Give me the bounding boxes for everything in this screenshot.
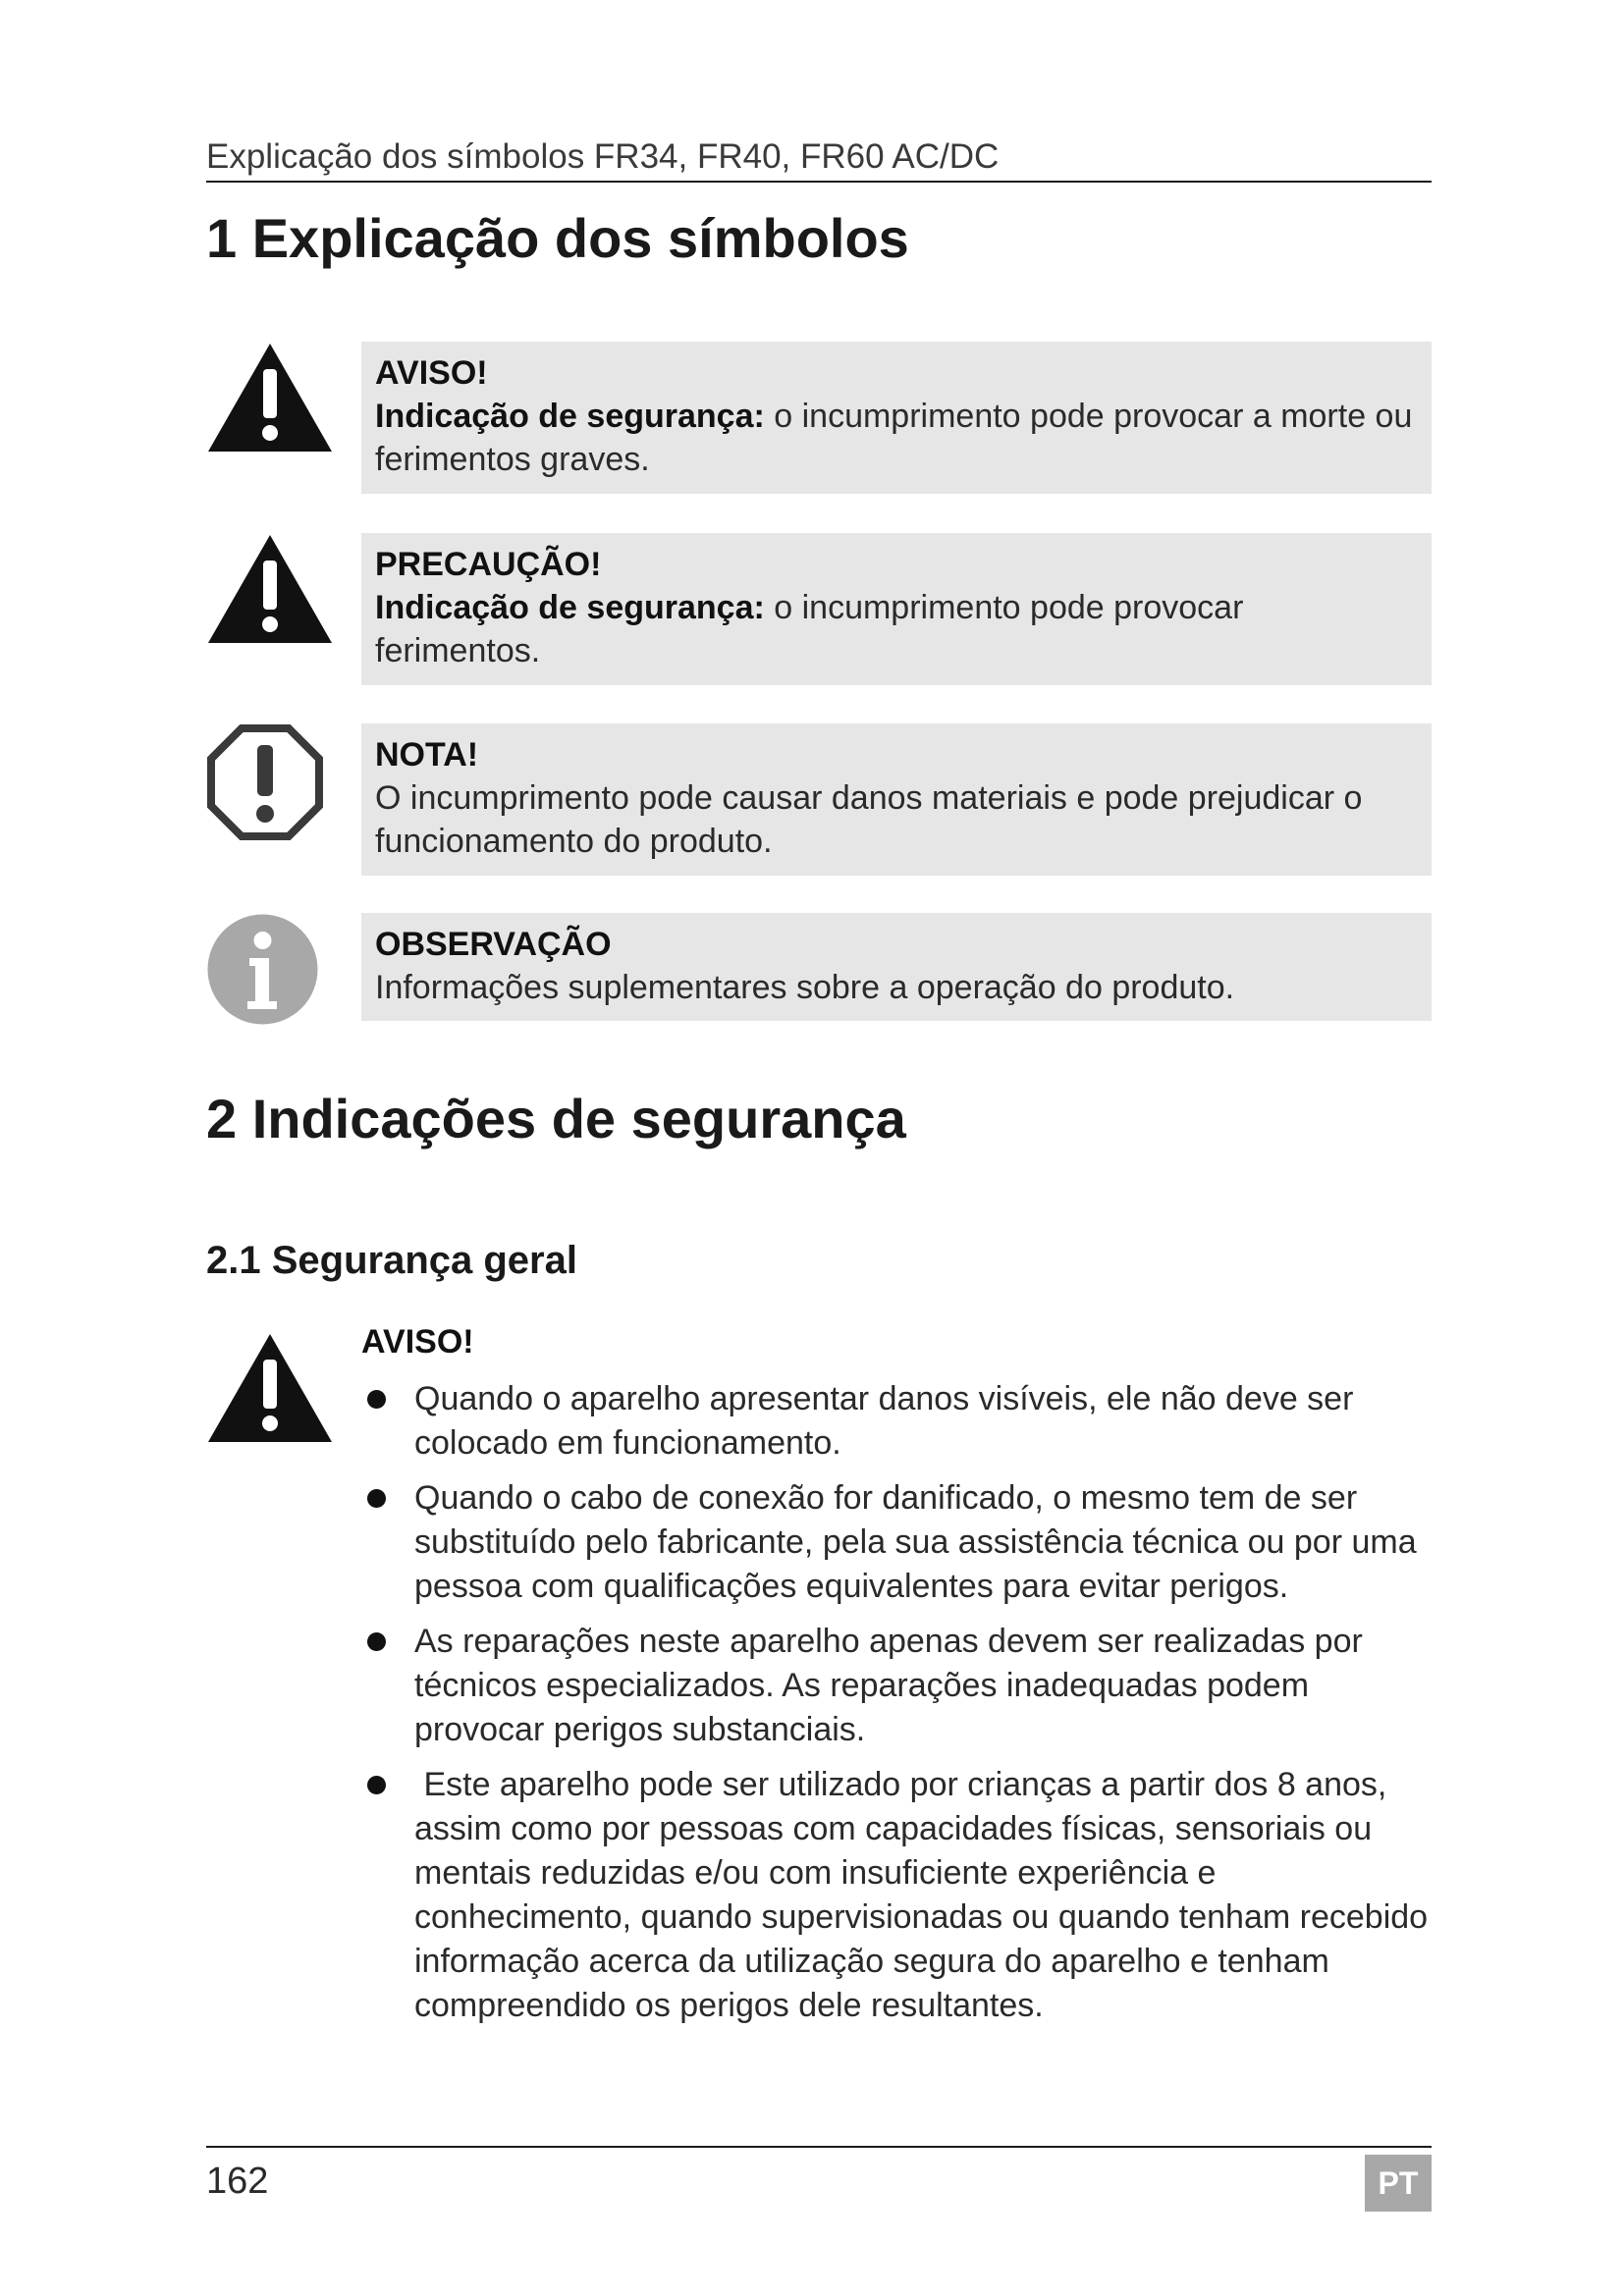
section-1-title: 1 Explicação dos símbolos [206,207,909,269]
symbol-description [375,395,1418,481]
notice-octagon-icon [206,723,324,841]
bullet-icon [367,1390,386,1409]
symbol-callout-observacao [361,913,1432,1021]
symbol-title: PRECAUÇÃO! [375,546,602,583]
list-item [361,1377,1441,1466]
list-item-text: Quando o cabo de conexão for danificado, o mesmo tem de ser substituído pelo fabricante, pela sua assistência técnica ou por uma pessoa com qualificações equivalentes para evitar perigos. [414,1479,1417,1605]
symbol-row-precaucao [206,533,1432,685]
bullet-icon [367,1632,386,1651]
info-circle-icon [206,913,319,1026]
list-item [361,1763,1441,2028]
warning-triangle-icon [206,533,334,651]
symbol-text: O incumprimento pode causar danos materiais e pode prejudicar o funcionamento do produto. [375,779,1363,860]
language-badge: PT [1365,2155,1432,2212]
list-item [361,1476,1441,1609]
list-item [361,1620,1441,1752]
safety-bullet-list [361,1377,1441,2039]
symbol-text: o incumprimento pode provocar a morte ou ferimentos graves. [375,398,1413,478]
bullet-icon [367,1776,386,1794]
footer-divider [206,2146,1432,2148]
safety-label: Indicação de segurança: [375,589,765,626]
warning-triangle-icon [206,342,334,459]
symbol-callout-precaucao [361,533,1432,685]
subsection-2-1-title: 2.1 Segurança geral [206,1239,577,1282]
symbol-title: OBSERVAÇÃO [375,926,612,963]
symbol-row-observacao [206,913,1432,1026]
page-number: 162 [206,2161,269,2202]
safety-label: Indicação de segurança: [375,398,765,435]
running-header: Explicação dos símbolos FR34, FR40, FR60 AC/DC [206,133,1432,183]
symbol-text: Informações suplementares sobre a operação do produto. [375,969,1235,1006]
symbol-description [375,586,1418,672]
symbol-row-nota [206,723,1432,876]
section-2-title: 2 Indicações de segurança [206,1088,906,1149]
bullet-icon [367,1489,386,1508]
symbol-title: NOTA! [375,736,479,774]
list-item-text: As reparações neste aparelho apenas devem ser realizadas por técnicos especializados. As reparações inadequadas podem provocar perigos substanciais. [414,1623,1363,1748]
list-item-text: Quando o aparelho apresentar danos visíveis, ele não deve ser colocado em funcionamento. [414,1380,1354,1462]
warning-title: AVISO! [361,1323,474,1361]
symbol-callout-nota [361,723,1432,876]
symbol-callout-aviso [361,342,1432,494]
list-item-text: Este aparelho pode ser utilizado por crianças a partir dos 8 anos, assim como por pessoas com capacidades físicas, sensoriais ou mentais reduzidas e/ou com insuficiente experiência e conhecimento, quando supervisionadas ou quando tenham recebido informação acerca da utilização segura do aparelho e tenham compreendido os perigos dele resultantes. [414,1766,1437,2024]
symbol-row-aviso [206,342,1432,494]
warning-triangle-icon [206,1332,334,1450]
symbol-title: AVISO! [375,354,488,392]
symbol-text: o incumprimento pode provocar ferimentos. [375,589,1244,669]
